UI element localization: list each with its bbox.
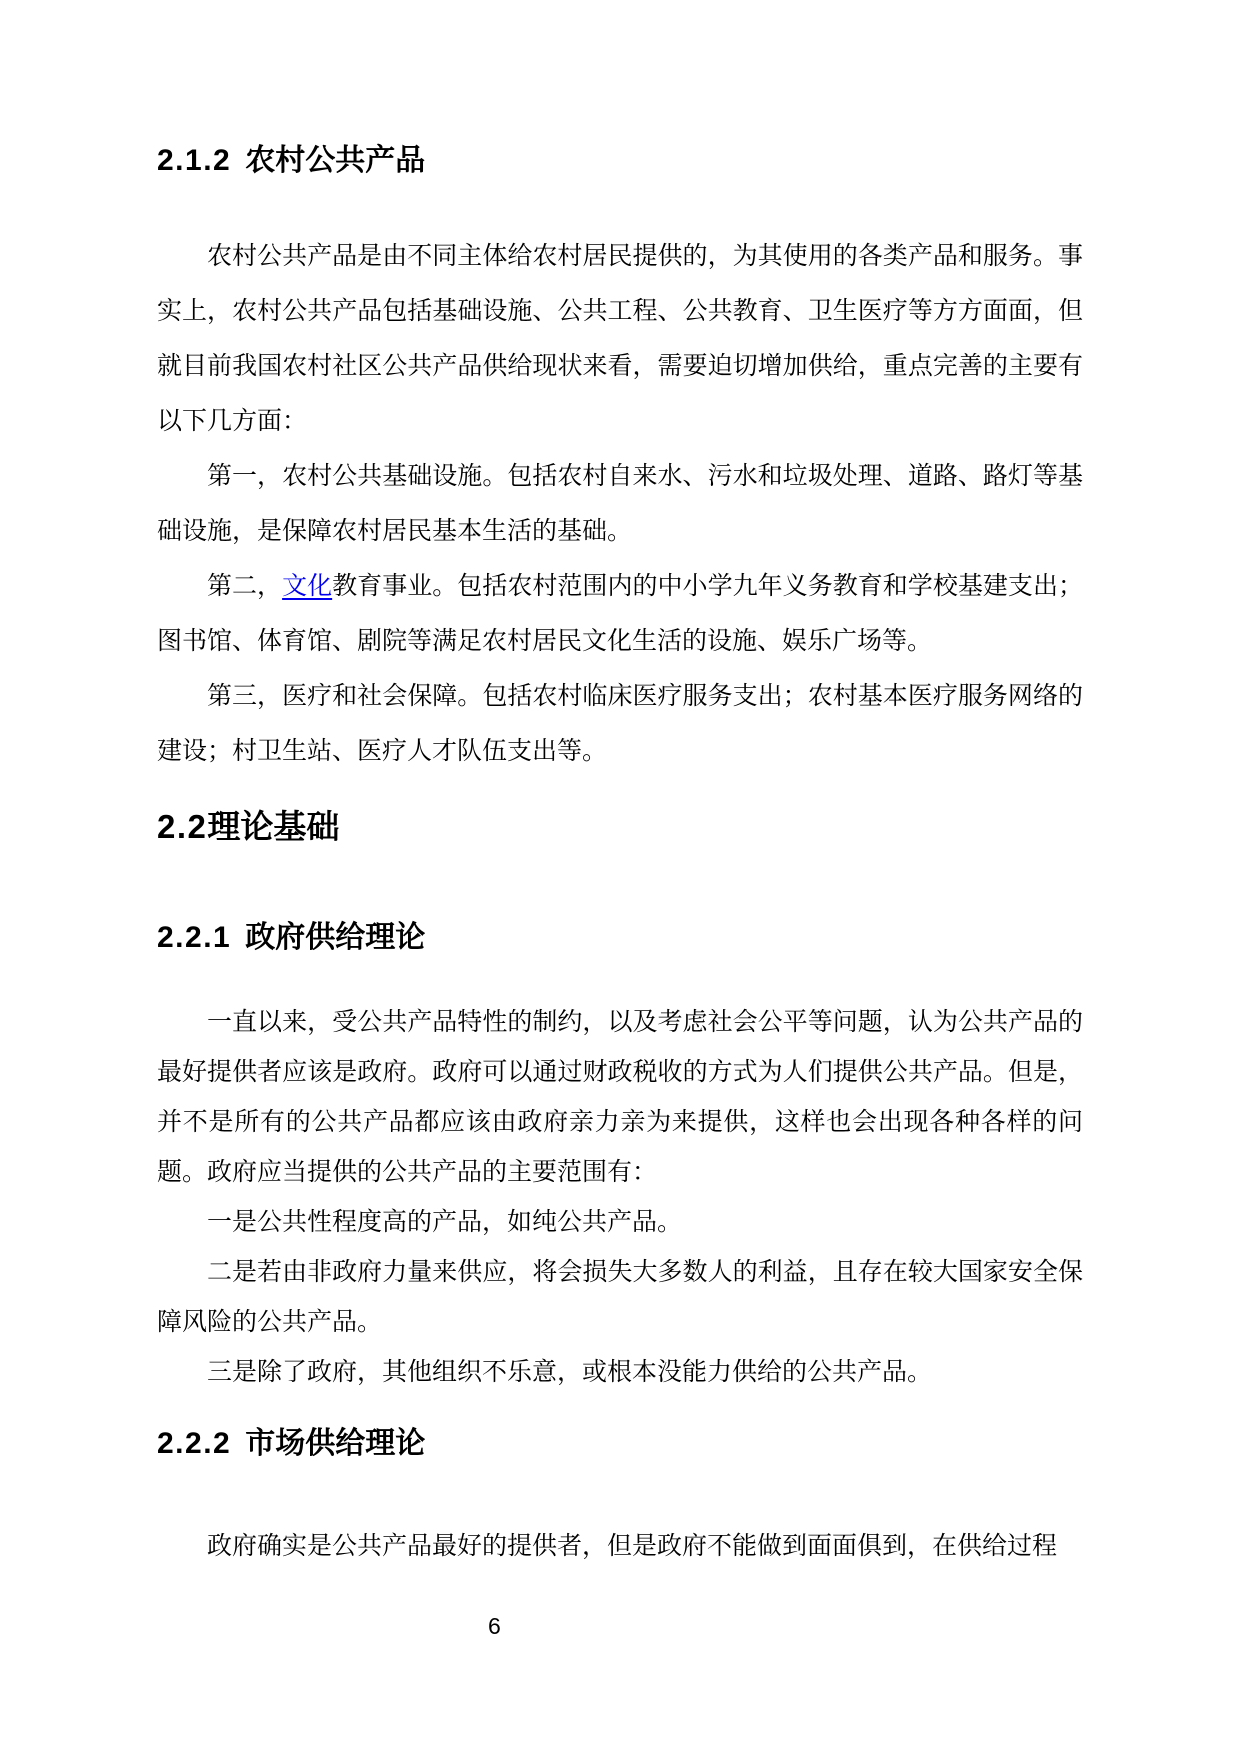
section-heading-2-1-2: [157, 143, 1083, 179]
heading-number: 2.2.2: [157, 1426, 232, 1460]
section-2-2-1: [157, 920, 1083, 1572]
section-heading-2-2: [157, 807, 1083, 847]
page-number: 6: [488, 1613, 501, 1639]
heading-number: 2.2.1: [157, 920, 232, 954]
paragraph-second-prefix: 第二，: [207, 573, 283, 600]
paragraph-third-item: 第三，医疗和社会保障。包括农村临床医疗服务支出；农村基本医疗服务网络的建设；村卫生站、医疗人才队伍支出等。: [157, 683, 1083, 765]
section-heading-2-2-1: [157, 920, 1083, 956]
paragraph-market-theory: 政府确实是公共产品最好的提供者，但是政府不能做到面面俱到，在供给过程: [207, 1532, 1058, 1560]
paragraph-second-suffix: 教育事业。包括农村范围内的中小学九年义务教育和学校基建支出；图书馆、体育馆、剧院等满足农村居民文化生活的设施、娱乐广场等。: [157, 573, 1083, 655]
heading-number: 2.1.2: [157, 144, 232, 177]
heading-title: 农村公共产品: [245, 144, 426, 177]
paragraph-point-2: 二是若由非政府力量来供应，将会损失大多数人的利益，且存在较大国家安全保障风险的公共产品。: [157, 1258, 1083, 1336]
paragraph-point-1: 一是公共性程度高的产品，如纯公共产品。: [207, 1208, 683, 1236]
wenhua-hyperlink[interactable]: 文化: [282, 573, 333, 600]
paragraph-second-item: [157, 559, 1083, 669]
heading-number: 2.2: [157, 808, 208, 845]
heading-title: 政府供给理论: [245, 920, 426, 954]
paragraph-point-3: 三是除了政府，其他组织不乐意，或根本没能力供给的公共产品。: [207, 1358, 933, 1386]
paragraph-first-item: 第一，农村公共基础设施。包括农村自来水、污水和垃圾处理、道路、路灯等基础设施，是保障农村居民基本生活的基础。: [157, 463, 1083, 545]
section-2-1-2: [157, 143, 1083, 779]
section-heading-2-2-2: [157, 1426, 1083, 1462]
paragraph-intro: 农村公共产品是由不同主体给农村居民提供的，为其使用的各类产品和服务。事实上，农村公共产品包括基础设施、公共工程、公共教育、卫生医疗等方方面面，但就目前我国农村社区公共产品供给现状来看，需要迫切增加供给，重点完善的主要有以下几方面：: [157, 243, 1083, 435]
heading-title: 理论基础: [207, 808, 340, 845]
paragraph-government-theory: 一直以来，受公共产品特性的制约，以及考虑社会公平等问题，认为公共产品的最好提供者应该是政府。政府可以通过财政税收的方式为人们提供公共产品。但是，并不是所有的公共产品都应该由政府亲力亲为来提供，这样也会出现各种各样的问题。政府应当提供的公共产品的主要范围有：: [157, 1008, 1083, 1186]
heading-title: 市场供给理论: [245, 1426, 426, 1460]
